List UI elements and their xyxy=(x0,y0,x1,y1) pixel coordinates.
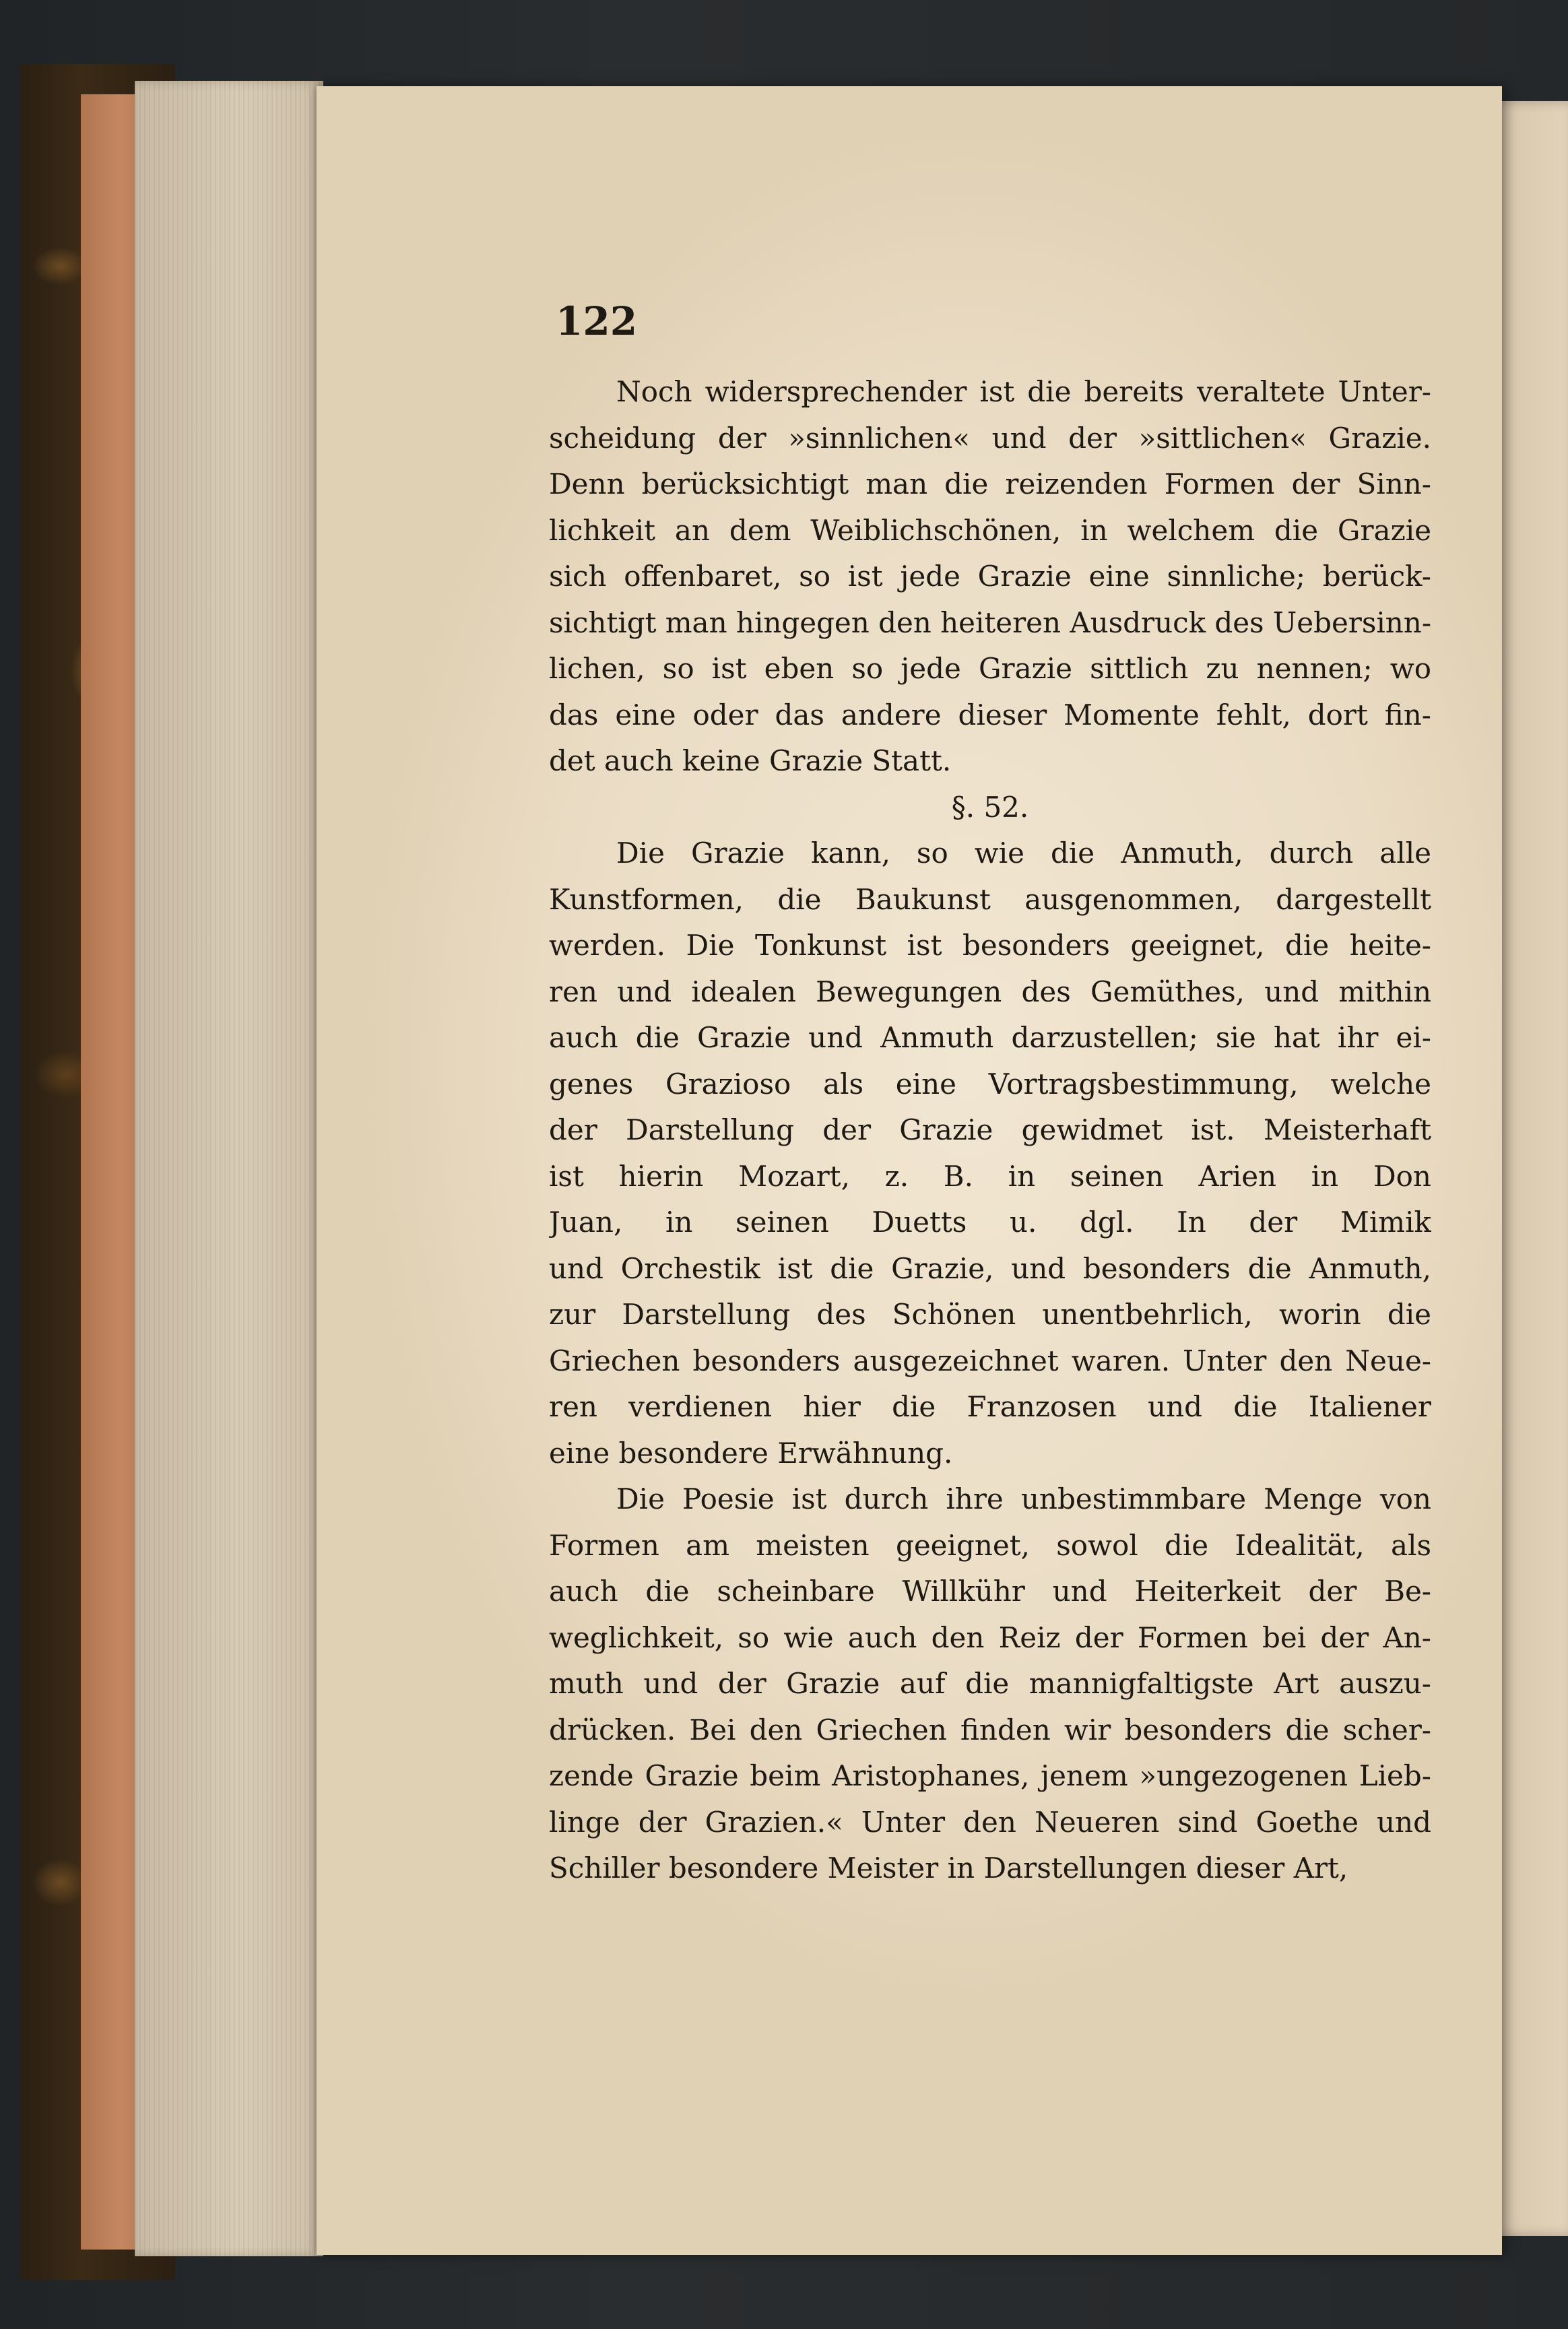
page-stack-edge xyxy=(135,81,323,2256)
text-line: Kunstformen, die Baukunst ausgenommen, dargestellt xyxy=(549,882,1431,916)
text-line: genes Grazioso als eine Vortragsbestimmung, welche xyxy=(549,1067,1431,1101)
text-line: das eine oder das andere dieser Momente fehlt, dort fin- xyxy=(549,698,1431,731)
text-line: weglichkeit, so wie auch den Reiz der Formen bei der An- xyxy=(549,1620,1431,1654)
text-line: werden. Die Tonkunst ist besonders geeignet, die heite- xyxy=(549,929,1431,962)
text-line: zur Darstellung des Schönen unentbehrlich, worin die xyxy=(549,1298,1431,1331)
text-line: auch die scheinbare Willkühr und Heiterkeit der Be- xyxy=(549,1575,1431,1608)
text-line: Formen am meisten geeignet, sowol die Idealität, als xyxy=(549,1528,1431,1562)
text-line: ren und idealen Bewegungen des Gemüthes, und mithin xyxy=(549,975,1431,1008)
text-line: Schiller besondere Meister in Darstellungen dieser Art, xyxy=(549,1851,1348,1884)
text-line: Griechen besonders ausgezeichnet waren. Unter den Neue- xyxy=(549,1344,1431,1377)
text-line: ren verdienen hier die Franzosen und die Italiener xyxy=(549,1390,1431,1423)
text-line: zende Grazie beim Aristophanes, jenem »ungezogenen Lieb- xyxy=(549,1759,1431,1792)
text-line: linge der Grazien.« Unter den Neueren sind Goethe und xyxy=(549,1805,1431,1839)
facing-page-edge xyxy=(1492,101,1568,2236)
text-line: lichkeit an dem Weiblichschönen, in welchem die Grazie xyxy=(549,513,1431,547)
page-text xyxy=(549,369,1431,1892)
text-line: eine besondere Erwähnung. xyxy=(549,1436,953,1470)
text-line: auch die Grazie und Anmuth darzustellen; sie hat ihr ei- xyxy=(549,1021,1431,1054)
text-line: Juan, in seinen Duetts u. dgl. In der Mimik xyxy=(549,1206,1431,1239)
page-number: 122 xyxy=(556,298,638,344)
text-line: Die Grazie kann, so wie die Anmuth, durch alle xyxy=(616,837,1431,870)
text-line: und Orchestik ist die Grazie, und besonders die Anmuth, xyxy=(549,1251,1431,1285)
text-line: der Darstellung der Grazie gewidmet ist. Meisterhaft xyxy=(549,1113,1431,1146)
text-line: ist hierin Mozart, z. B. in seinen Arien in Don xyxy=(549,1159,1431,1193)
text-line: sichtigt man hingegen den heiteren Ausdruck des Uebersinn- xyxy=(549,605,1431,639)
text-line: scheidung der »sinnlichen« und der »sittlichen« Grazie. xyxy=(549,421,1431,455)
text-line: drücken. Bei den Griechen finden wir besonders die scher- xyxy=(549,1713,1431,1746)
text-line: sich offenbaret, so ist jede Grazie eine sinnliche; berück- xyxy=(549,560,1431,593)
book-page xyxy=(317,86,1502,2255)
text-line: Noch widersprechender ist die bereits veraltete Unter- xyxy=(616,375,1431,408)
text-line: Denn berücksichtigt man die reizenden Formen der Sinn- xyxy=(549,467,1431,500)
text-line: Die Poesie ist durch ihre unbestimmbare Menge von xyxy=(616,1482,1431,1515)
text-line: lichen, so ist eben so jede Grazie sittlich zu nennen; wo xyxy=(549,652,1431,685)
text-line: muth und der Grazie auf die mannigfaltigste Art auszu- xyxy=(549,1667,1431,1700)
text-line: det auch keine Grazie Statt. xyxy=(549,744,952,777)
section-heading: §. 52. xyxy=(951,790,1029,824)
